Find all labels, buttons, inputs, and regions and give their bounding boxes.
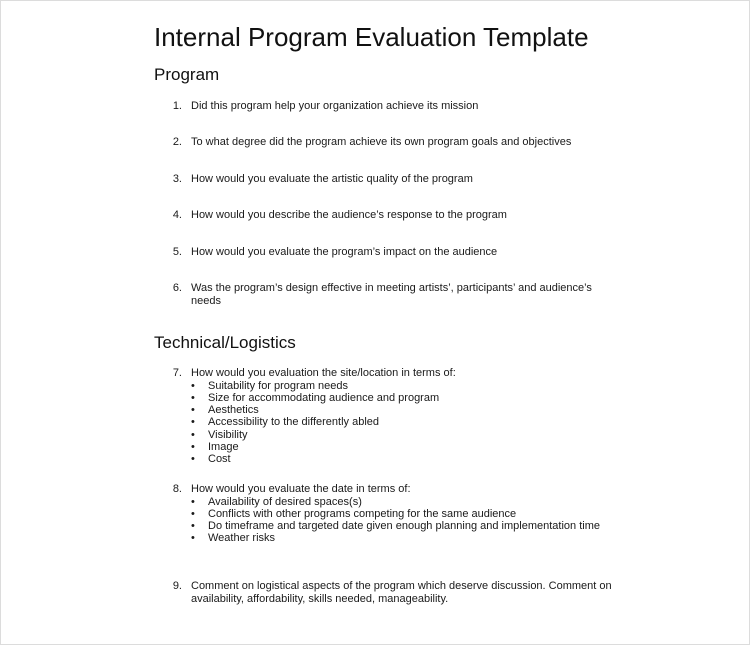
question-number: 6. [172,282,182,294]
bullet-icon: • [191,507,195,520]
document-title: Internal Program Evaluation Template [154,22,589,52]
question-text: Did this program help your organization achieve its mission [191,100,479,112]
bullet-icon: • [191,428,195,441]
question-8 [166,483,626,545]
question-number: 9. [172,580,182,592]
question-number: 3. [172,173,182,185]
question-1 [166,100,626,113]
question-text: How would you evaluate the date in terms of: [191,483,411,495]
bullet-item: • Weather risks [191,532,276,545]
question-5 [166,246,626,259]
bullet-item: • Do timeframe and targeted date given enough planning and implementation time [191,520,600,533]
section-heading-technical-logistics: Technical/Logistics [154,333,296,352]
question-number: 1. [172,100,182,112]
bullet-item: • Size for accommodating audience and program [191,391,440,404]
bullet-icon: • [191,404,195,417]
bullet-icon: • [191,379,195,392]
bullet-item: • Accessibility to the differently abled [191,416,379,429]
question-4 [166,209,626,222]
bullet-item: • Suitability for program needs [191,379,349,392]
question-text: Was the program’s design effective in meeting artists’, participants’ and audience’s needs [191,282,592,307]
bullet-list [191,496,626,545]
bullet-icon: • [191,495,195,508]
bullet-item: • Availability of desired spaces(s) [191,495,362,508]
question-6 [166,282,621,307]
bullet-item: • Image [191,440,239,453]
question-text: Comment on logistical aspects of the program which deserve discussion. Comment on availability, affordability, skills needed, manageability. [191,580,612,605]
bullet-item: • Visibility [191,428,248,441]
question-number: 5. [172,246,182,258]
question-number: 8. [172,483,182,495]
question-2 [166,136,626,149]
bullet-item: • Aesthetics [191,404,259,417]
bullet-icon: • [191,416,195,429]
bullet-icon: • [191,391,195,404]
bullet-icon: • [191,520,195,533]
question-number: 2. [172,136,182,148]
question-text: How would you evaluate the program’s impact on the audience [191,246,498,258]
question-text: How would you evaluation the site/location in terms of: [191,367,456,379]
bullet-icon: • [191,440,195,453]
bullet-item: • Cost [191,453,231,466]
question-text: To what degree did the program achieve its own program goals and objectives [191,136,572,148]
bullet-list [191,380,626,466]
bullet-icon: • [191,453,195,466]
question-text: How would you describe the audience’s response to the program [191,209,507,221]
question-3 [166,173,626,186]
section-heading-program: Program [154,65,220,84]
question-9 [166,580,626,605]
bullet-icon: • [191,532,195,545]
question-7 [166,367,626,466]
bullet-item: • Conflicts with other programs competing for the same audience [191,507,517,520]
question-number: 7. [172,367,182,379]
question-text: How would you evaluate the artistic quality of the program [191,173,473,185]
question-number: 4. [172,209,182,221]
